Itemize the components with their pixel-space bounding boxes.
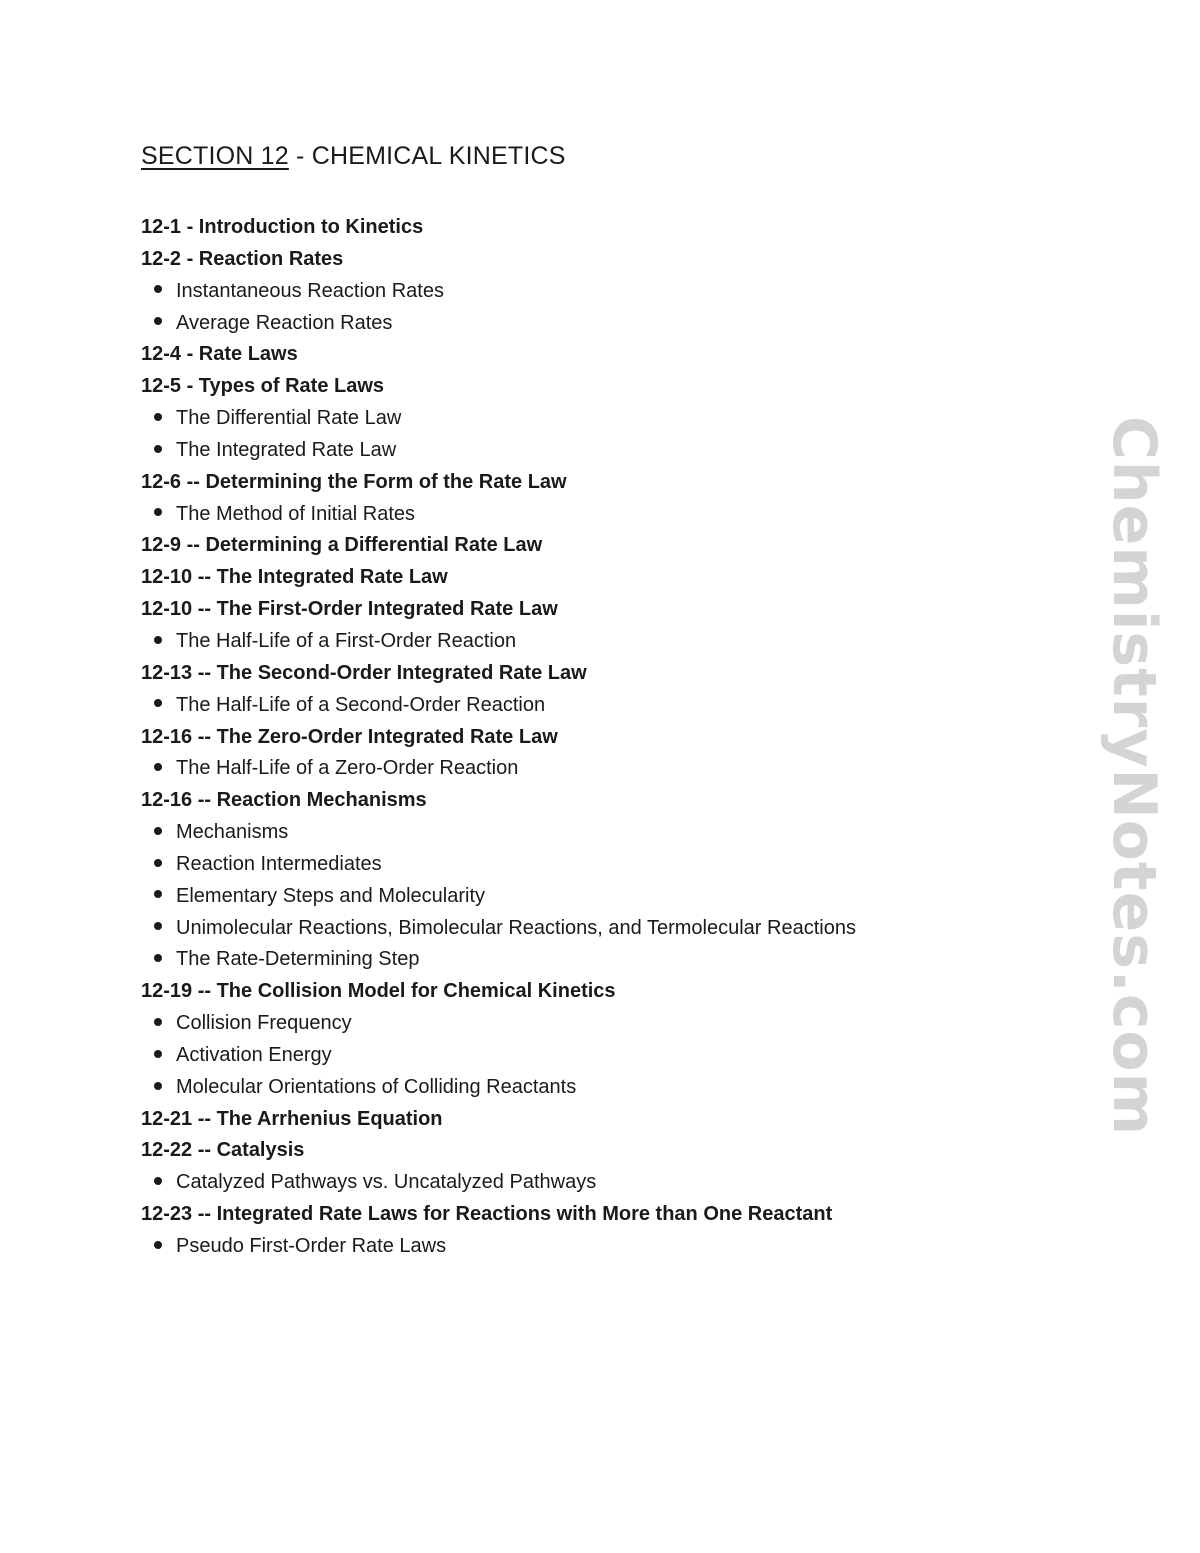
toc-heading: 12-2 - Reaction Rates: [141, 247, 344, 270]
toc-subitem: [141, 1231, 1041, 1263]
toc-subitem-label: Mechanisms: [176, 821, 289, 844]
toc-subitem-label: Instantaneous Reaction Rates: [176, 279, 444, 302]
toc-subitem: [141, 1167, 1041, 1199]
toc-subitem-label: Activation Energy: [176, 1043, 332, 1066]
toc-subitem-label: Molecular Orientations of Colliding Reactants: [176, 1075, 577, 1098]
toc-subitem-label: The Differential Rate Law: [176, 407, 402, 430]
toc-heading: 12-19 -- The Collision Model for Chemical Kinetics: [141, 980, 616, 1003]
toc-heading: 12-10 -- The First-Order Integrated Rate Law: [141, 598, 558, 621]
bullet-icon: [154, 413, 162, 421]
bullet-icon: [154, 890, 162, 898]
bullet-icon: [154, 827, 162, 835]
bullet-icon: [154, 317, 162, 325]
toc-subitem-label: The Method of Initial Rates: [176, 502, 416, 525]
toc-subitem: [141, 499, 1041, 531]
bullet-icon: [154, 699, 162, 707]
toc-subitem: [141, 753, 1041, 785]
toc-heading: 12-10 -- The Integrated Rate Law: [141, 566, 448, 589]
toc-heading: 12-4 - Rate Laws: [141, 343, 298, 366]
title-separator: -: [288, 142, 312, 170]
toc-subitem-label: Collision Frequency: [176, 1012, 352, 1035]
toc-subitem: [141, 435, 1041, 467]
bullet-icon: [154, 445, 162, 453]
bullet-icon: [154, 508, 162, 516]
section-number: SECTION 12: [141, 142, 289, 170]
toc-heading: 12-16 -- The Zero-Order Integrated Rate Law: [141, 725, 558, 748]
bullet-icon: [154, 1050, 162, 1058]
toc-subitem: [141, 403, 1041, 435]
toc-subitem-label: Pseudo First-Order Rate Laws: [176, 1235, 447, 1257]
toc-subitem-label: Reaction Intermediates: [176, 852, 382, 875]
toc-subitem-label: The Half-Life of a First-Order Reaction: [176, 629, 517, 652]
watermark: ChemistryNotes.com: [1099, 415, 1169, 1137]
toc-subitem: [141, 626, 1041, 658]
toc-subitem: [141, 276, 1041, 308]
section-topic: CHEMICAL KINETICS: [311, 142, 566, 170]
toc-heading: 12-22 -- Catalysis: [141, 1139, 305, 1162]
toc-subitem: [141, 1008, 1041, 1040]
toc-subitem-label: Average Reaction Rates: [176, 311, 393, 334]
toc-subitem-label: The Rate-Determining Step: [176, 948, 420, 971]
bullet-icon: [154, 1018, 162, 1026]
bullet-icon: [154, 922, 162, 930]
table-of-contents: [141, 212, 1041, 1263]
bullet-icon: [154, 859, 162, 867]
toc-subitem-label: Unimolecular Reactions, Bimolecular Reactions, and Termolecular Reactions: [176, 916, 856, 939]
bullet-icon: [154, 763, 162, 771]
toc-subitem-label: The Integrated Rate Law: [176, 438, 397, 461]
toc-subitem-label: The Half-Life of a Zero-Order Reaction: [176, 757, 519, 780]
toc-heading: 12-9 -- Determining a Differential Rate Law: [141, 534, 543, 557]
toc-subitem-label: Catalyzed Pathways vs. Uncatalyzed Pathways: [176, 1171, 597, 1194]
bullet-icon: [154, 285, 162, 293]
toc-subitem: [141, 690, 1041, 722]
toc-subitem-label: The Half-Life of a Second-Order Reaction: [176, 693, 546, 716]
toc-heading: 12-16 -- Reaction Mechanisms: [141, 789, 427, 812]
toc-subitem: [141, 944, 1041, 976]
toc-subitem: [141, 817, 1041, 849]
toc-subitem: [141, 913, 1041, 945]
toc-heading: 12-5 - Types of Rate Laws: [141, 375, 385, 398]
bullet-icon: [154, 1082, 162, 1090]
bullet-icon: [154, 1177, 162, 1185]
bullet-icon: [154, 954, 162, 962]
bullet-icon: [154, 636, 162, 644]
toc-subitem: [141, 849, 1041, 881]
toc-heading: 12-6 -- Determining the Form of the Rate Law: [141, 470, 567, 493]
toc-subitem: [141, 1040, 1041, 1072]
section-title: [141, 142, 566, 171]
toc-heading: 12-13 -- The Second-Order Integrated Rate Law: [141, 661, 587, 684]
toc-subitem: [141, 308, 1041, 340]
toc-subitem: [141, 881, 1041, 913]
toc-subitem-label: Elementary Steps and Molecularity: [176, 884, 486, 907]
bullet-icon: [154, 1241, 162, 1249]
toc-heading: 12-23 -- Integrated Rate Laws for Reactions with More than One Reactant: [141, 1203, 833, 1226]
toc-heading: 12-21 -- The Arrhenius Equation: [141, 1107, 443, 1130]
toc-heading: 12-1 - Introduction to Kinetics: [141, 216, 424, 238]
toc-subitem: [141, 1072, 1041, 1104]
